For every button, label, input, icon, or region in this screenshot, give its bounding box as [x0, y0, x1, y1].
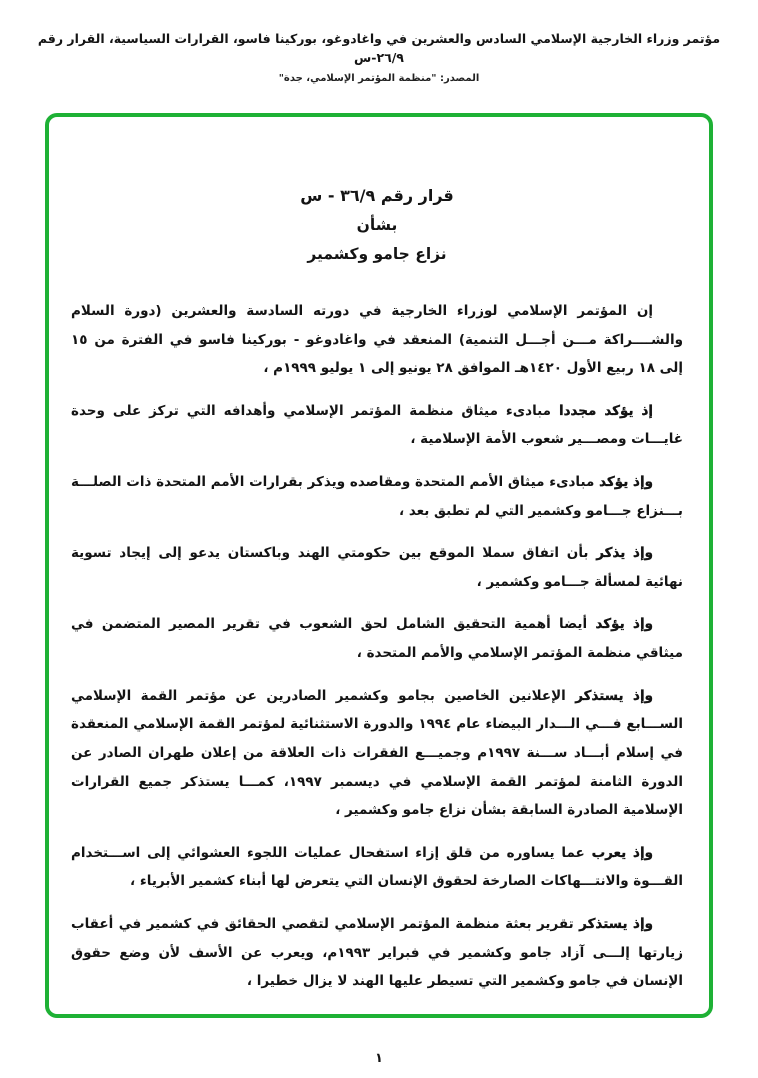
document-header — [0, 0, 758, 84]
paragraph-lead: وإذ يستذكر — [565, 687, 653, 704]
header-source-subline: المصدر: "منظمة المؤتمر الإسلامي، جدة" — [278, 72, 480, 84]
paragraph-lead: وإذ يعرب — [584, 844, 653, 861]
paragraph-lead: إذ يؤكد مجددا — [551, 402, 654, 419]
paragraph-lead: وإذ يؤكد — [587, 616, 654, 633]
paragraph: وإذ يستذكر الإعلانين الخاصين بجامو وكشمير الصادرين عن مؤتمر القمة الإسلامي الســـابع فـــي الـــدار البيضاء عام ١٩٩٤ والدورة الاستثنائية لمؤتمر القمة الإسلامي المنعقدة في إسلام أبـــاد ســـنة ١٩٩٧م وجميـــع الفقرات ذات العلاقة من إعلان طهران الصادر عن الدورة الثامنة لمؤتمر القمة الإسلامي في ديسمبر ١٩٩٧، كمـــا يستذكر جميع القرارات الإسلامية الصادرة السابقة بشأن نزاع جامو وكشمير ، — [71, 687, 683, 819]
resolution-number-title: قرار رقم ٣٦/٩ - س — [300, 186, 454, 205]
resolution-subject-label: بشأن — [356, 216, 398, 234]
paragraph-lead: وإذ يؤكد — [594, 474, 653, 491]
paragraph-lead: وإذ يستذكر — [573, 915, 653, 932]
paragraph-lead: وإذ يذكر — [588, 545, 653, 562]
page-number: ١ — [375, 1051, 383, 1066]
resolution-paragraphs — [71, 297, 683, 996]
document-green-frame — [45, 113, 713, 1018]
page-footer — [0, 1051, 758, 1066]
paragraph: إن المؤتمر الإسلامي لوزراء الخارجية في دورته السادسة والعشرين (دورة السلام والشــــراكة مـــن أجـــل التنمية) المنعقد في واغادوغو - بوركينا فاسو في الفترة من ١٥ إلى ١٨ ربيع الأول ١٤٢٠هـ الموافق ٢٨ يونيو إلى ١ يوليو ١٩٩٩م ، — [71, 303, 683, 377]
paragraph: وإذ يؤكد مبادىء ميثاق الأمم المتحدة ومقاصده ويذكر بقرارات الأمم المتحدة ذات الصلـــة بـــنزاع جـــامو وكشمير التي لم تطبق بعد ، — [71, 474, 683, 519]
paragraph: وإذ يؤكد أيضا أهمية التحقيق الشامل لحق الشعوب في تقرير المصير المتضمن في ميثاقي منظمة المؤتمر الإسلامي والأمم المتحدة ، — [71, 616, 683, 662]
paragraph: وإذ يذكر بأن اتفاق سملا الموقع بين حكومتي الهند وباكستان يدعو إلى إيجاد تسوية نهائية لمسألة جـــامو وكشمير ، — [71, 545, 683, 590]
resolution-title-block — [71, 186, 683, 263]
paragraph: وإذ يعرب عما يساوره من قلق إزاء استفحال عمليات اللجوء العشوائي إلى اســـتخدام القـــوة والانتـــهاكات الصارخة لحقوق الإنسان التي يتعرض لها أبناء كشمير الأبرياء ، — [71, 844, 683, 890]
resolution-subject-title: نزاع جامو وكشمير — [307, 245, 447, 263]
paragraph: وإذ يستذكر تقرير بعثة منظمة المؤتمر الإسلامي لتقصي الحقائق في كشمير في أعقاب زيارتها إلـــى آزاد جامو وكشمير في فبراير ١٩٩٣م، ويعرب عن الأسف لأن وضع حقوق الإنسان في جامو وكشمير التي تسيطر عليها الهند لا يزال خطيرا ، — [71, 915, 683, 990]
header-source-line: مؤتمر وزراء الخارجية الإسلامي السادس والعشرين في واغادوغو، بوركينا فاسو، القرارات السياسية، القرار رقم ٢٦/٩-س — [37, 31, 721, 65]
paragraph: إذ يؤكد مجددا مبادىء ميثاق منظمة المؤتمر الإسلامي وأهدافه التي تركز على وحدة غايـــات ومصـــير شعوب الأمة الإسلامية ، — [71, 402, 683, 448]
